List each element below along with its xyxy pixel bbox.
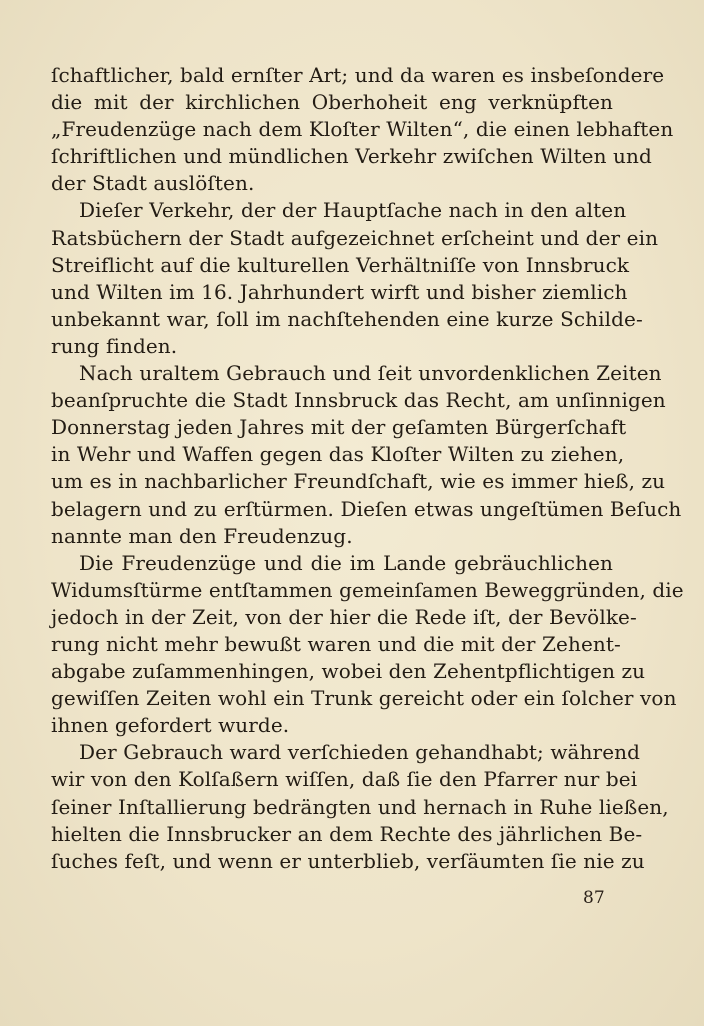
text-line: hielten die Innsbrucker an dem Rechte des jährlichen Be- xyxy=(51,821,643,846)
text-line: jedoch in der Zeit, von der hier die Rede iſt, der Bevölke- xyxy=(51,604,637,629)
text-line: belagern und zu erſtürmen. Dieſen etwas ungeſtümen Beſuch xyxy=(51,496,682,521)
text-line: Streiflicht auf die kulturellen Verhältniſſe von Innsbruck xyxy=(51,252,630,277)
text-line: die mit der kirchlichen Oberhoheit eng verknüpften xyxy=(51,90,613,115)
text-line: Nach uraltem Gebrauch und ſeit unvordenklichen Zeiten xyxy=(79,361,662,386)
text-line: rung finden. xyxy=(51,333,178,358)
text-line: wir von den Kolſaßern wiſſen, daß ſie den Pfarrer nur bei xyxy=(51,767,638,792)
text-line: nannte man den Freudenzug. xyxy=(51,523,353,548)
body-text xyxy=(51,62,684,875)
text-line: Widumsſtürme entſtammen gemeinſamen Beweggründen, die xyxy=(51,577,684,602)
text-line: in Wehr und Waffen gegen das Kloſter Wilten zu ziehen, xyxy=(51,442,625,467)
text-line: ſchriftlichen und mündlichen Verkehr zwiſchen Wilten und xyxy=(51,144,652,169)
text-line: ihnen gefordert wurde. xyxy=(51,713,290,738)
text-line: der Stadt auslöſten. xyxy=(51,171,255,196)
text-line: abgabe zuſammenhingen, wobei den Zehentpflichtigen zu xyxy=(51,659,646,684)
text-line: rung nicht mehr bewußt waren und die mit der Zehent- xyxy=(51,631,621,656)
text-line: und Wilten im 16. Jahrhundert wirft und bisher ziemlich xyxy=(51,279,628,304)
text-line: Dieſer Verkehr, der der Hauptſache nach in den alten xyxy=(79,198,627,223)
page-number: 87 xyxy=(583,888,605,908)
text-line: gewiſſen Zeiten wohl ein Trunk gereicht oder ein ſolcher von xyxy=(51,686,677,711)
text-line: unbekannt war, ſoll im nachſtehenden eine kurze Schilde- xyxy=(51,306,643,331)
text-line: Ratsbüchern der Stadt aufgezeichnet erſcheint und der ein xyxy=(51,225,659,250)
text-line: Die Freudenzüge und die im Lande gebräuchlichen xyxy=(79,550,613,575)
text-line: beanſpruchte die Stadt Innsbruck das Recht, am unſinnigen xyxy=(51,388,666,413)
text-line: ſuches feſt, und wenn er unterblieb, verſäumten ſie nie zu xyxy=(51,848,645,873)
text-line: um es in nachbarlicher Freundſchaft, wie es immer hieß, zu xyxy=(51,469,666,494)
text-line: Der Gebrauch ward verſchieden gehandhabt; während xyxy=(79,740,641,765)
text-line: „Freudenzüge nach dem Kloſter Wilten“, die einen lebhaften xyxy=(51,117,674,142)
text-line: ſchaftlicher, bald ernſter Art; und da waren es insbeſondere xyxy=(51,63,665,87)
text-line: ſeiner Inſtallierung bedrängten und hernach in Ruhe ließen, xyxy=(51,794,669,819)
text-line: Donnerstag jeden Jahres mit der geſamten Bürgerſchaft xyxy=(51,415,627,440)
